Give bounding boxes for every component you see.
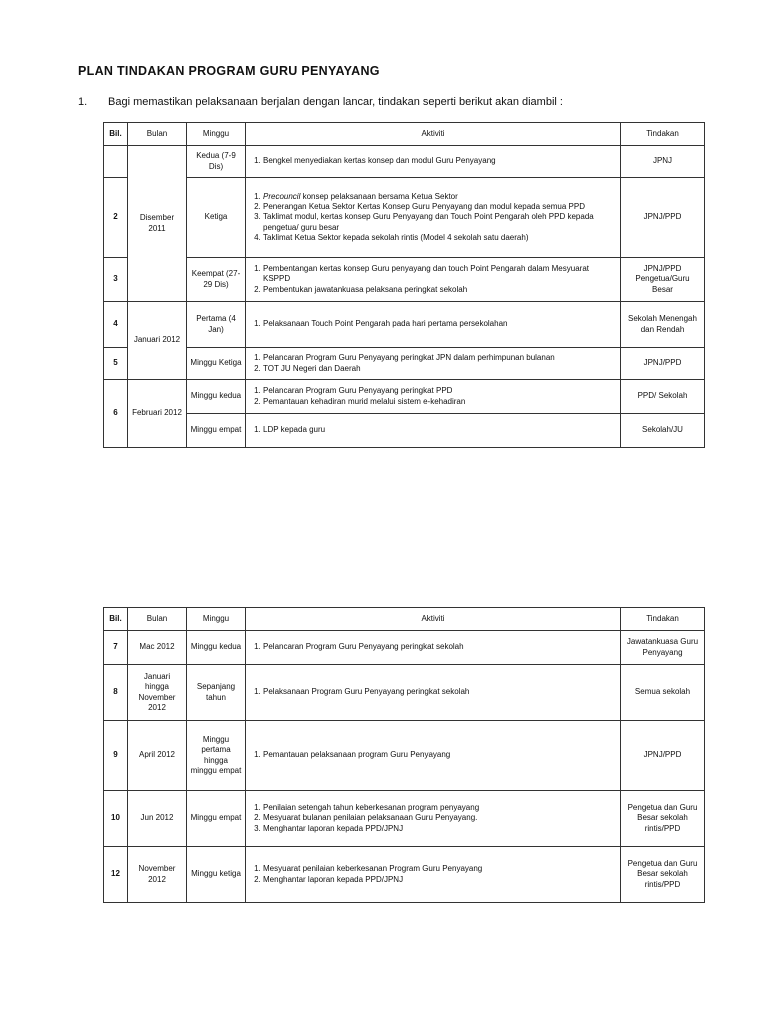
cell-bulan: November 2012 xyxy=(128,847,187,903)
cell-tindakan: PPD/ Sekolah xyxy=(621,380,705,414)
cell-bil: 4 xyxy=(104,302,128,348)
cell-minggu: Minggu empat xyxy=(187,791,246,847)
cell-bil: 7 xyxy=(104,631,128,665)
cell-aktiviti xyxy=(246,847,621,903)
list-item: 4. Taklimat Ketua Sektor kepada sekolah rintis (Model 4 sekolah satu daerah) xyxy=(263,233,617,243)
cell-bil: 10 xyxy=(104,791,128,847)
table-row xyxy=(104,414,705,448)
cell-tindakan: Sekolah/JU xyxy=(621,414,705,448)
cell-tindakan: Pengetua dan Guru Besar sekolah rintis/PPD xyxy=(621,847,705,903)
header-tindakan: Tindakan xyxy=(621,608,705,631)
cell-minggu: Pertama (4 Jan) xyxy=(187,302,246,348)
cell-bulan: Disember 2011 xyxy=(128,146,187,302)
list-item: 2. Penerangan Ketua Sektor Kertas Konsep Guru Penyayang dan modul kepada semua PPD xyxy=(263,202,617,212)
cell-minggu: Sepanjang tahun xyxy=(187,665,246,721)
cell-aktiviti xyxy=(246,380,621,414)
table-row xyxy=(104,721,705,791)
cell-tindakan: JPNJ/PPD xyxy=(621,348,705,380)
header-bulan: Bulan xyxy=(128,608,187,631)
cell-minggu: Minggu pertama hingga minggu empat xyxy=(187,721,246,791)
cell-bil xyxy=(104,146,128,178)
list-item: 2. Menghantar laporan kepada PPD/JPNJ xyxy=(263,875,617,885)
table-header-row xyxy=(104,123,705,146)
table-row xyxy=(104,258,705,302)
list-item: 3. Taklimat modul, kertas konsep Guru Penyayang dan Touch Point Pengarah oleh PPD kepada pengetua/ guru besar xyxy=(263,212,617,233)
cell-aktiviti xyxy=(246,302,621,348)
table-row xyxy=(104,146,705,178)
cell-bulan: Februari 2012 xyxy=(128,380,187,448)
cell-bulan: Mac 2012 xyxy=(128,631,187,665)
cell-bulan: April 2012 xyxy=(128,721,187,791)
header-tindakan: Tindakan xyxy=(621,123,705,146)
cell-tindakan: Jawatankuasa Guru Penyayang xyxy=(621,631,705,665)
action-plan-table-2 xyxy=(103,607,705,903)
cell-bil: 6 xyxy=(104,380,128,448)
cell-bil: 9 xyxy=(104,721,128,791)
list-item-text: konsep pelaksanaan bersama Ketua Sektor xyxy=(300,191,458,201)
cell-minggu: Keempat (27-29 Dis) xyxy=(187,258,246,302)
list-item: 1. Pelaksanaan Program Guru Penyayang peringkat sekolah xyxy=(263,687,617,697)
cell-bil: 2 xyxy=(104,178,128,258)
table-row xyxy=(104,791,705,847)
cell-tindakan: JPNJ/PPD xyxy=(621,178,705,258)
table-row xyxy=(104,665,705,721)
list-item: 1. Penilaian setengah tahun keberkesanan program penyayang xyxy=(263,803,617,813)
list-item: 1. Bengkel menyediakan kertas konsep dan modul Guru Penyayang xyxy=(263,156,617,166)
list-item: 2. Mesyuarat bulanan penilaian pelaksanaan Guru Penyayang. xyxy=(263,813,617,823)
intro-number: 1. xyxy=(78,96,88,108)
cell-bil: 3 xyxy=(104,258,128,302)
header-bulan: Bulan xyxy=(128,123,187,146)
header-aktiviti: Aktiviti xyxy=(246,608,621,631)
cell-aktiviti xyxy=(246,665,621,721)
cell-aktiviti xyxy=(246,178,621,258)
table-row xyxy=(104,302,705,348)
cell-aktiviti xyxy=(246,348,621,380)
list-item: 2. TOT JU Negeri dan Daerah xyxy=(263,364,617,374)
cell-minggu: Minggu ketiga xyxy=(187,847,246,903)
intro-text: Bagi memastikan pelaksanaan berjalan dengan lancar, tindakan seperti berikut akan diambil : xyxy=(108,96,563,108)
cell-aktiviti xyxy=(246,631,621,665)
list-item: 2. Pembentukan jawatankuasa pelaksana peringkat sekolah xyxy=(263,285,617,295)
cell-aktiviti xyxy=(246,258,621,302)
cell-minggu: Minggu Ketiga xyxy=(187,348,246,380)
cell-aktiviti xyxy=(246,414,621,448)
list-item xyxy=(263,192,617,202)
list-item: 1. Pelancaran Program Guru Penyayang peringkat PPD xyxy=(263,386,617,396)
header-bil: Bil. xyxy=(104,123,128,146)
page-title: PLAN TINDAKAN PROGRAM GURU PENYAYANG xyxy=(78,64,380,78)
intro-paragraph xyxy=(78,96,563,108)
cell-minggu: Minggu kedua xyxy=(187,631,246,665)
cell-aktiviti xyxy=(246,791,621,847)
cell-minggu: Ketiga xyxy=(187,178,246,258)
table-header-row xyxy=(104,608,705,631)
list-item: 1. Pembentangan kertas konsep Guru penyayang dan touch Point Pengarah dalam Mesyuarat KSPPD xyxy=(263,264,617,285)
action-plan-table-1 xyxy=(103,122,705,448)
cell-aktiviti xyxy=(246,721,621,791)
header-bil: Bil. xyxy=(104,608,128,631)
cell-bil: 5 xyxy=(104,348,128,380)
list-item: 1. Pelancaran Program Guru Penyayang peringkat sekolah xyxy=(263,642,617,652)
cell-minggu: Minggu empat xyxy=(187,414,246,448)
cell-bil: 12 xyxy=(104,847,128,903)
list-item: 1. Mesyuarat penilaian keberkesanan Program Guru Penyayang xyxy=(263,864,617,874)
list-item: 1. Pemantauan pelaksanaan program Guru Penyayang xyxy=(263,750,617,760)
cell-aktiviti xyxy=(246,146,621,178)
cell-tindakan: JPNJ/PPD xyxy=(621,721,705,791)
cell-bulan: Januari 2012 xyxy=(128,302,187,380)
header-minggu: Minggu xyxy=(187,123,246,146)
header-aktiviti: Aktiviti xyxy=(246,123,621,146)
cell-tindakan: Pengetua dan Guru Besar sekolah rintis/PPD xyxy=(621,791,705,847)
precouncil-text: Precouncil xyxy=(263,191,301,201)
cell-bulan: Januari hingga November 2012 xyxy=(128,665,187,721)
cell-minggu: Minggu kedua xyxy=(187,380,246,414)
list-item: 1. Pelaksanaan Touch Point Pengarah pada hari pertama persekolahan xyxy=(263,319,617,329)
cell-tindakan: Sekolah Menengah dan Rendah xyxy=(621,302,705,348)
cell-bil: 8 xyxy=(104,665,128,721)
table-row xyxy=(104,348,705,380)
cell-tindakan: JPNJ/PPD Pengetua/Guru Besar xyxy=(621,258,705,302)
cell-tindakan: JPNJ xyxy=(621,146,705,178)
list-item: 1. LDP kepada guru xyxy=(263,425,617,435)
list-item: 3. Menghantar laporan kepada PPD/JPNJ xyxy=(263,824,617,834)
header-minggu: Minggu xyxy=(187,608,246,631)
cell-minggu: Kedua (7-9 Dis) xyxy=(187,146,246,178)
table-row xyxy=(104,380,705,414)
cell-bulan: Jun 2012 xyxy=(128,791,187,847)
list-item: 2. Pemantauan kehadiran murid melalui sistem e-kehadiran xyxy=(263,397,617,407)
table-row xyxy=(104,631,705,665)
table-row xyxy=(104,178,705,258)
table-row xyxy=(104,847,705,903)
list-item: 1. Pelancaran Program Guru Penyayang peringkat JPN dalam perhimpunan bulanan xyxy=(263,353,617,363)
cell-tindakan: Semua sekolah xyxy=(621,665,705,721)
